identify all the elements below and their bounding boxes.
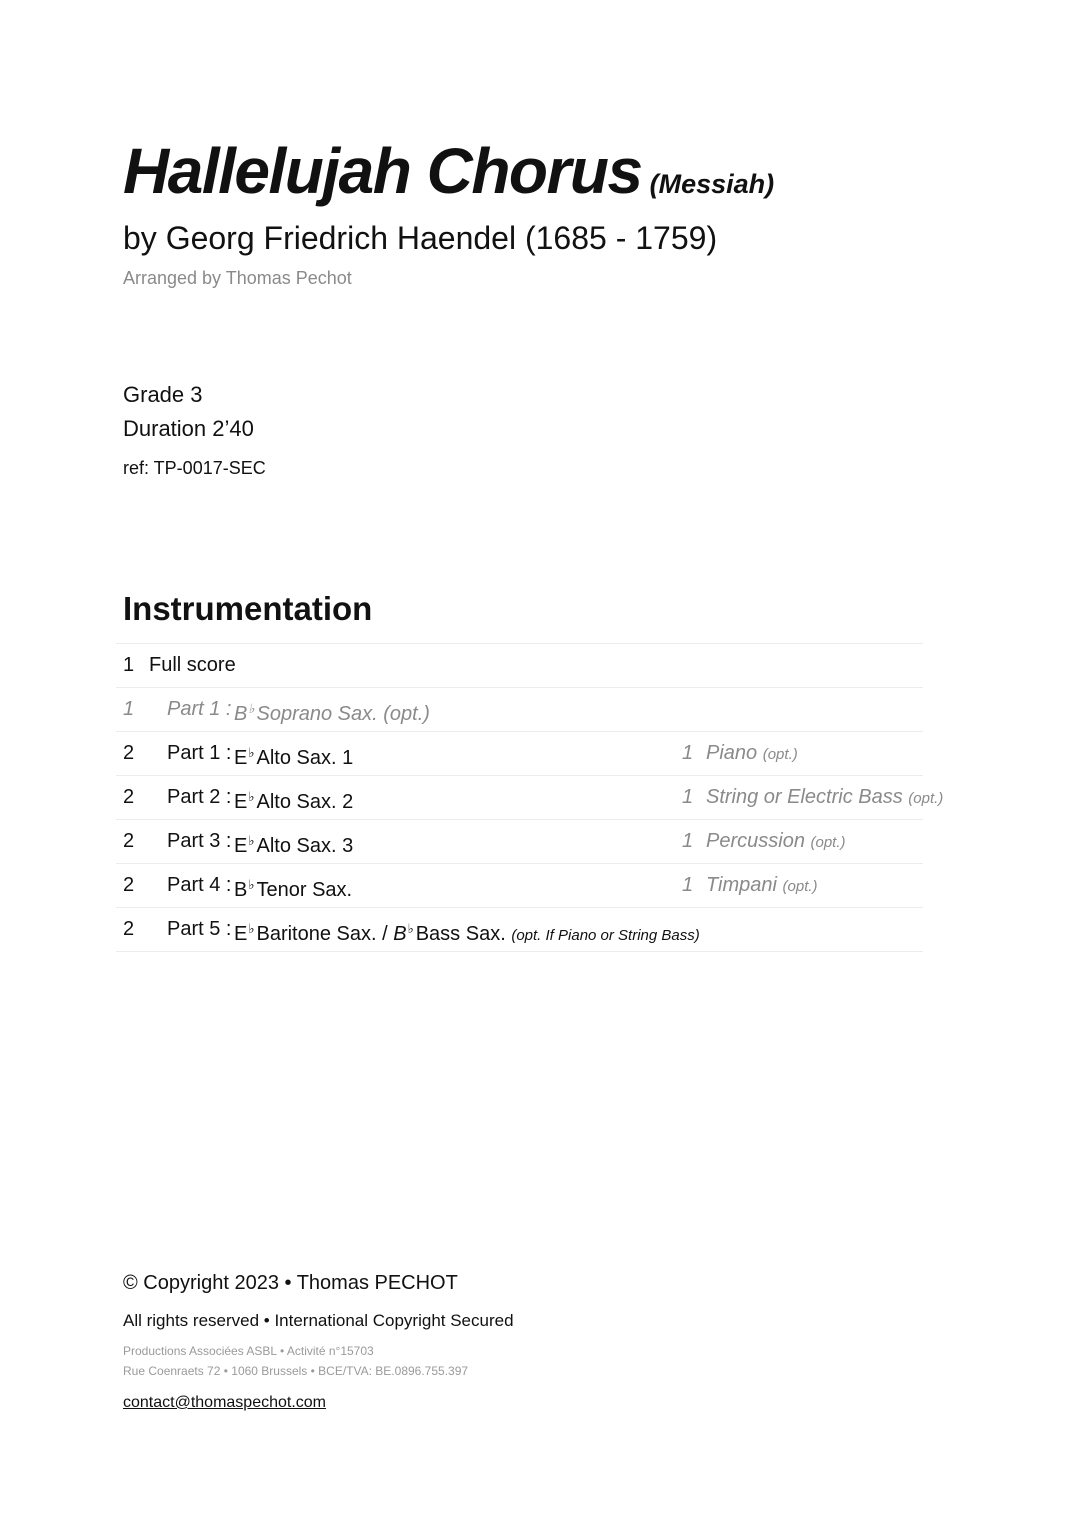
row-label: Full score bbox=[149, 654, 236, 676]
arranger-line: Arranged by Thomas Pechot bbox=[123, 268, 352, 288]
optional-note: (opt.) bbox=[782, 878, 818, 895]
instrument-name: Baritone Sax. / bbox=[256, 923, 388, 945]
row-quantity: 2 bbox=[123, 874, 135, 896]
row-instrument bbox=[234, 874, 352, 901]
note-name: B bbox=[234, 703, 248, 725]
row-part: Part 1 : bbox=[167, 742, 232, 764]
row-quantity-secondary: 1 bbox=[682, 786, 694, 808]
flat-icon: ♭ bbox=[248, 921, 255, 936]
note-name: E bbox=[234, 791, 248, 813]
instrument-name: String or Electric Bass bbox=[706, 786, 903, 808]
table-row bbox=[116, 863, 923, 907]
row-quantity-secondary: 1 bbox=[682, 830, 694, 852]
instrumentation-heading: Instrumentation bbox=[123, 590, 373, 627]
table-row bbox=[116, 819, 923, 863]
instrument-name: Alto Sax. 2 bbox=[256, 791, 354, 813]
row-quantity: 2 bbox=[123, 918, 135, 940]
row-part: Part 3 : bbox=[167, 830, 232, 852]
table-row bbox=[116, 643, 923, 687]
table-row bbox=[116, 731, 923, 775]
table-row bbox=[116, 687, 923, 731]
row-instrument-secondary bbox=[706, 830, 846, 854]
row-instrument bbox=[234, 830, 353, 857]
flat-icon: ♭ bbox=[407, 921, 414, 936]
row-quantity-secondary: 1 bbox=[682, 874, 694, 896]
row-quantity-secondary: 1 bbox=[682, 742, 694, 764]
instrument-name: Timpani bbox=[706, 874, 777, 896]
row-quantity: 1 bbox=[123, 654, 135, 676]
title-main: Hallelujah Chorus bbox=[123, 135, 642, 207]
address-line: Rue Coenraets 72 • 1060 Brussels • BCE/TVA: BE.0896.755.397 bbox=[123, 1364, 469, 1378]
note-name: B bbox=[393, 923, 407, 945]
flat-icon: ♭ bbox=[248, 701, 255, 716]
instrument-name: Alto Sax. 1 bbox=[256, 747, 354, 769]
row-quantity: 2 bbox=[123, 786, 135, 808]
row-quantity: 2 bbox=[123, 742, 135, 764]
flat-icon: ♭ bbox=[248, 789, 255, 804]
row-instrument bbox=[234, 698, 430, 725]
title-subtitle: (Messiah) bbox=[649, 169, 775, 199]
reference-label: ref: TP-0017-SEC bbox=[123, 458, 266, 478]
instrument-name: Piano bbox=[706, 742, 758, 764]
note-name: E bbox=[234, 923, 248, 945]
row-instrument-secondary bbox=[706, 786, 943, 810]
row-instrument-secondary bbox=[706, 742, 798, 766]
copyright-line: © Copyright 2023 • Thomas PECHOT bbox=[123, 1272, 458, 1294]
table-row bbox=[116, 775, 944, 819]
optional-note: (opt.) bbox=[762, 746, 798, 763]
row-quantity: 2 bbox=[123, 830, 135, 852]
instrumentation-table bbox=[116, 643, 944, 952]
note-name: E bbox=[234, 835, 248, 857]
table-row bbox=[116, 907, 923, 952]
row-part: Part 2 : bbox=[167, 786, 232, 808]
row-instrument bbox=[234, 918, 700, 947]
row-instrument bbox=[234, 786, 353, 813]
rights-line: All rights reserved • International Copyright Secured bbox=[123, 1311, 514, 1330]
row-instrument-secondary bbox=[706, 874, 818, 898]
duration-label: Duration 2’40 bbox=[123, 416, 254, 441]
contact-email-link[interactable]: contact@thomaspechot.com bbox=[123, 1394, 327, 1411]
flat-icon: ♭ bbox=[248, 745, 255, 760]
instrument-name: Alto Sax. 3 bbox=[256, 835, 354, 857]
row-instrument bbox=[234, 742, 353, 769]
row-part: Part 1 : bbox=[167, 698, 232, 720]
row-quantity: 1 bbox=[123, 698, 135, 720]
composer-line: by Georg Friedrich Haendel (1685 - 1759) bbox=[123, 220, 718, 256]
optional-note: (opt.) bbox=[810, 834, 846, 851]
piece-title bbox=[123, 134, 774, 208]
note-name: B bbox=[234, 879, 248, 901]
optional-note: (opt.) bbox=[908, 790, 944, 807]
note-name: E bbox=[234, 747, 248, 769]
row-part: Part 4 : bbox=[167, 874, 232, 896]
flat-icon: ♭ bbox=[248, 877, 255, 892]
instrument-name: Bass Sax. bbox=[415, 923, 506, 945]
row-part: Part 5 : bbox=[167, 918, 232, 940]
publisher-line: Productions Associées ASBL • Activité n°15703 bbox=[123, 1344, 374, 1358]
instrument-name: Percussion bbox=[706, 830, 805, 852]
flat-icon: ♭ bbox=[248, 833, 255, 848]
optional-note: (opt. If Piano or String Bass) bbox=[511, 927, 700, 944]
instrument-name: Soprano Sax. (opt.) bbox=[256, 703, 430, 725]
grade-label: Grade 3 bbox=[123, 382, 203, 407]
instrument-name: Tenor Sax. bbox=[256, 879, 353, 901]
